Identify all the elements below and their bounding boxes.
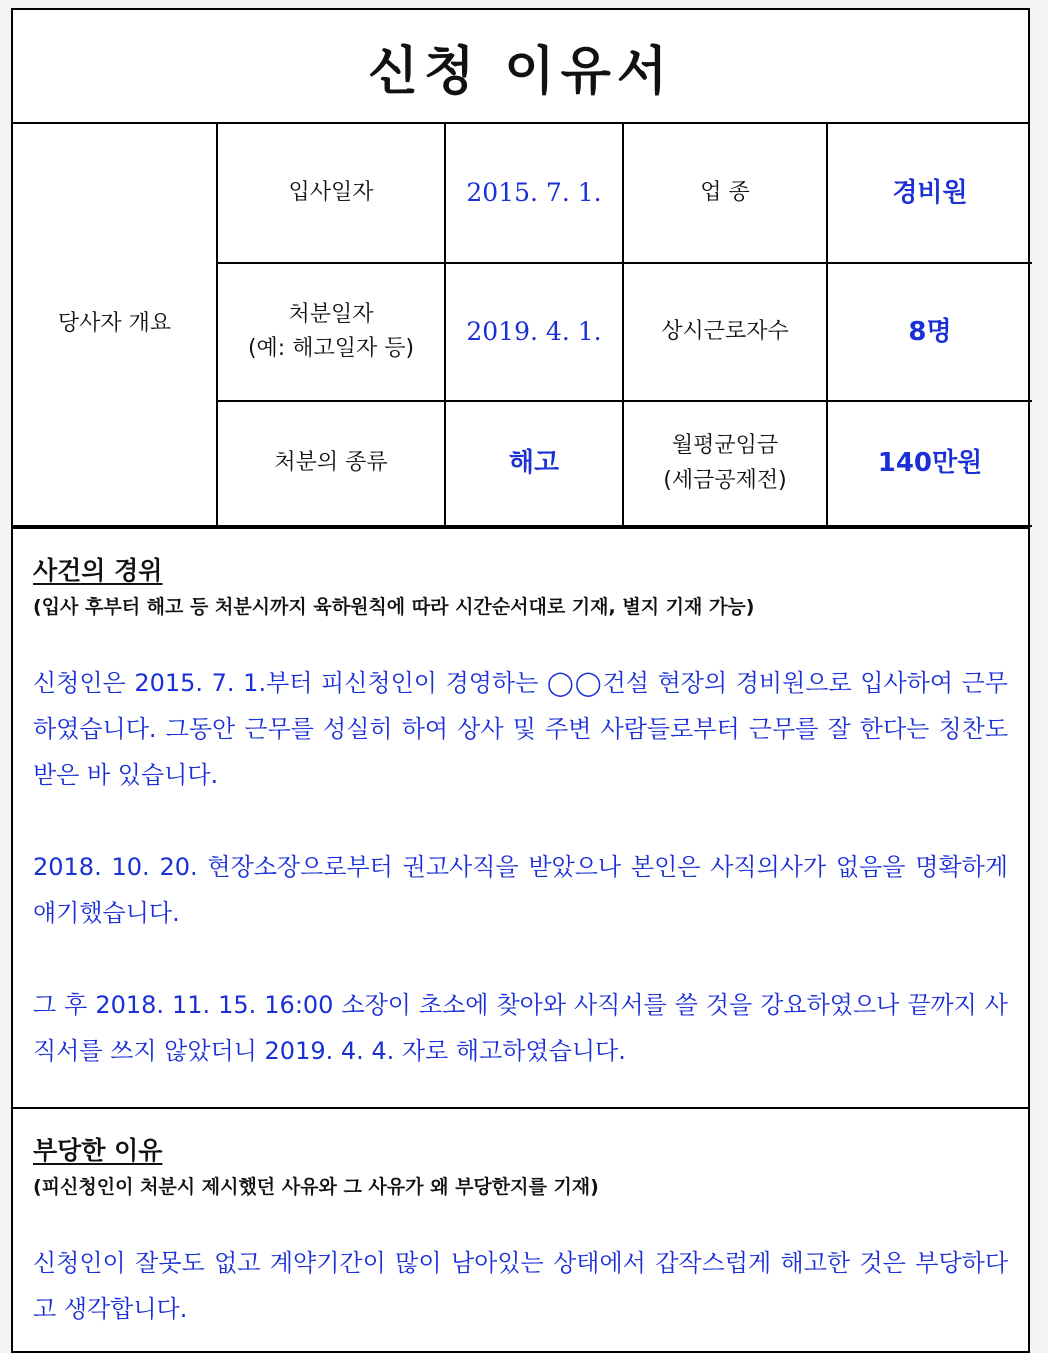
document-title: 신청 이유서 — [13, 10, 1028, 124]
unfair-note: (피신청인이 처분시 제시했던 사유와 그 사유가 왜 부당한지를 기재) — [33, 1175, 599, 1198]
industry-value: 경비원 — [827, 124, 1032, 263]
monthly-wage-value: 140만원 — [827, 401, 1032, 526]
hire-date-label: 입사일자 — [217, 124, 445, 263]
table-row — [13, 124, 1032, 263]
disposition-date-value: 2019. 4. 1. — [445, 263, 623, 401]
employee-count-label: 상시근로자수 — [623, 263, 827, 401]
incident-paragraph: 그 후 2018. 11. 15. 16:00 소장이 초소에 찾아와 사직서를 쓸 것을 강요하였으나 끝까지 사직서를 쓰지 않았더니 2019. 4. 4. 자로 해고하였습니다. — [33, 991, 1008, 1066]
disposition-date-label: 처분일자 (예: 해고일자 등) — [217, 263, 445, 401]
unfair-heading: 부당한 이유 — [33, 1136, 163, 1165]
incident-section — [13, 527, 1028, 1107]
disposition-type-value: 해고 — [445, 401, 623, 526]
application-form — [11, 8, 1030, 1353]
unfair-reason-section — [13, 1107, 1028, 1332]
disposition-type-label: 처분의 종류 — [217, 401, 445, 526]
industry-label: 업 종 — [623, 124, 827, 263]
party-summary-table — [13, 124, 1032, 527]
employee-count-value: 8명 — [827, 263, 1032, 401]
incident-note: (입사 후부터 해고 등 처분시까지 육하원칙에 따라 시간순서대로 기재, 별지 기재 가능) — [33, 595, 755, 618]
party-overview-label: 당사자 개요 — [13, 124, 217, 526]
monthly-wage-label: 월평균임금 (세금공제전) — [623, 401, 827, 526]
incident-heading: 사건의 경위 — [33, 556, 163, 585]
incident-paragraph: 신청인은 2015. 7. 1.부터 피신청인이 경영하는 ◯◯건설 현장의 경비원으로 입사하여 근무하였습니다. 그동안 근무를 성실히 하여 상사 및 주변 사람들로부터 근무를 잘 한다는 칭찬도 받은 바 있습니다. — [33, 669, 1008, 790]
unfair-paragraph: 신청인이 잘못도 없고 계약기간이 많이 남아있는 상태에서 갑작스럽게 해고한 것은 부당하다고 생각합니다. — [33, 1249, 1008, 1324]
incident-paragraph: 2018. 10. 20. 현장소장으로부터 권고사직을 받았으나 본인은 사직의사가 없음을 명확하게 얘기했습니다. — [33, 853, 1008, 928]
hire-date-value: 2015. 7. 1. — [445, 124, 623, 263]
